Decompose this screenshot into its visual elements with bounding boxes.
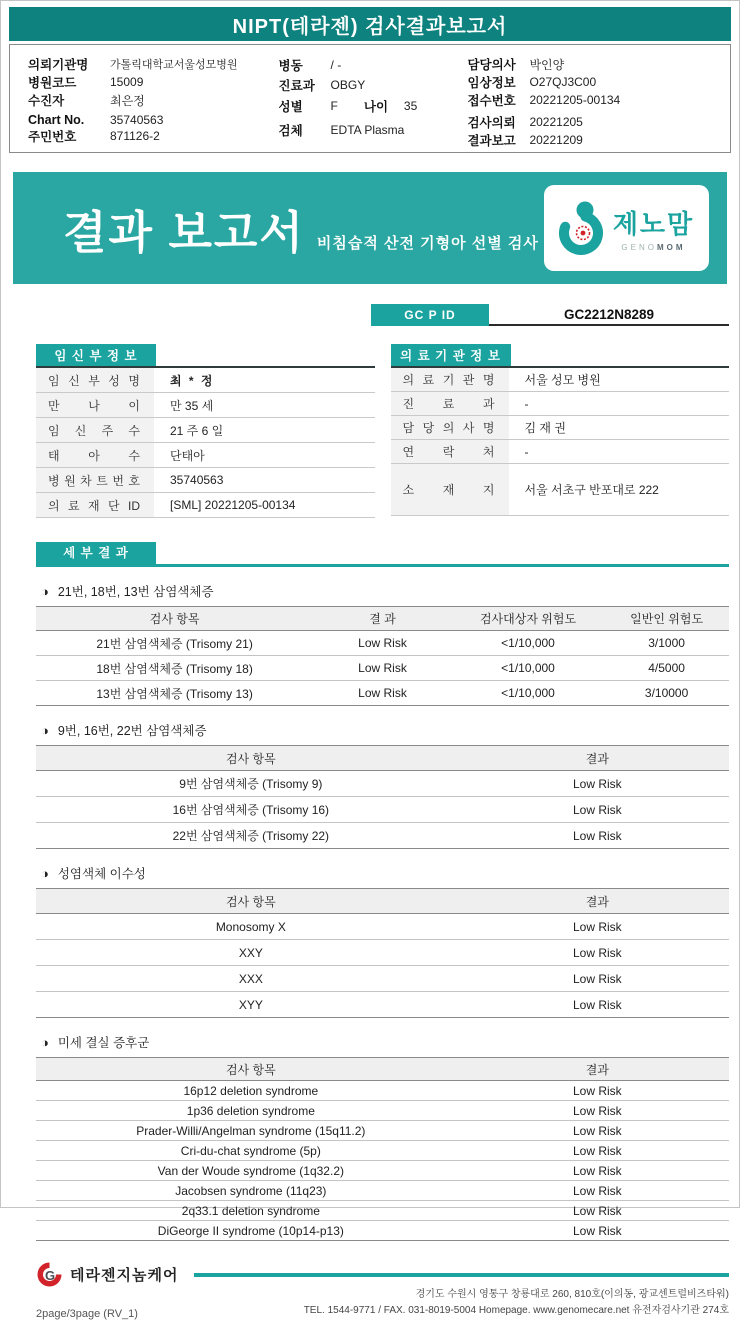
half-circle-bullet-icon: ◑ xyxy=(41,722,49,738)
column-header: 결과 xyxy=(585,894,609,909)
column-header: 검사 항목 xyxy=(225,1062,276,1077)
row-label: 진 료 과 xyxy=(402,397,495,411)
row-value: - xyxy=(524,396,529,411)
table-header-row xyxy=(36,1057,729,1081)
field-label: 병동 xyxy=(278,59,303,74)
row-label: 소 재 지 xyxy=(402,483,495,497)
gcp-id-row xyxy=(371,304,729,326)
row-value: 만 35 세 xyxy=(170,398,214,413)
field-value: O27QJ3C00 xyxy=(529,75,597,89)
field-label: 결과보고 xyxy=(467,134,516,148)
field-value: F xyxy=(330,98,338,113)
field-value: OBGY xyxy=(330,78,366,93)
table-row: 21번 삼염색체증 (Trisomy 21) Low Risk <1/10,000 3/1000 xyxy=(36,631,729,656)
field-label: 성별 xyxy=(278,99,303,114)
row-label: 담 당 의 사 명 xyxy=(402,421,495,435)
row-value: 최 * 정 xyxy=(170,373,215,388)
field-value: 가톨릭대학교서울성모병원 xyxy=(110,59,238,71)
field-label: 나이 xyxy=(363,99,389,114)
page-indicator: 2page/3page (RV_1) xyxy=(36,1308,138,1320)
row-value: [SML] 20221205-00134 xyxy=(170,498,296,512)
patient-info-box xyxy=(9,44,731,153)
field-value: 35 xyxy=(403,98,418,113)
field-value: 20221205 xyxy=(529,115,583,129)
half-circle-bullet-icon: ◑ xyxy=(41,583,49,599)
table-row: 13번 삼염색체증 (Trisomy 13) Low Risk <1/10,000 3/10000 xyxy=(36,681,729,706)
field-label: 검체 xyxy=(278,123,303,138)
field-label: 진료과 xyxy=(278,79,315,94)
field-value: 20221205-00134 xyxy=(529,93,621,107)
half-circle-bullet-icon: ◑ xyxy=(41,1034,49,1050)
row-label: 태 아 수 xyxy=(48,448,140,463)
column-header: 결 과 xyxy=(369,612,396,626)
mother-child-icon xyxy=(559,199,605,257)
report-title-bar xyxy=(9,7,731,41)
table-row: XXY Low Risk xyxy=(36,940,729,966)
row-label: 임 신 부 성 명 xyxy=(48,373,140,388)
mother-info-table xyxy=(36,344,375,518)
hospital-info-title: 의 료 기 관 정 보 xyxy=(391,344,511,366)
report-title: NIPT(테라젠) 검사결과보고서 xyxy=(232,15,508,38)
table-row: 1p36 deletion syndrome Low Risk xyxy=(36,1101,729,1121)
result-banner xyxy=(13,172,727,284)
section-title-trisomy-9-16-22: ◑ 9번, 16번, 22번 삼염색체증 xyxy=(41,722,207,738)
table-row: 9번 삼염색체증 (Trisomy 9) Low Risk xyxy=(36,771,729,797)
company-contact: TEL. 1544-9771 / FAX. 031-8019-5004 Homepage. www.genomecare.net 유전자검사기관 274호 xyxy=(303,1304,729,1316)
gcp-id-value: GC2212N8289 xyxy=(489,304,729,326)
mother-info-title: 임 신 부 정 보 xyxy=(36,344,156,366)
table-header-row xyxy=(36,745,729,771)
table-header-row xyxy=(36,888,729,914)
field-value: 박인양 xyxy=(529,57,565,72)
theragen-logo-icon xyxy=(36,1261,63,1288)
company-name: 테라젠지놈케어 xyxy=(70,1267,179,1284)
table-row: Jacobsen syndrome (11q23) Low Risk xyxy=(36,1181,729,1201)
report-footer xyxy=(36,1261,729,1320)
section-title-microdeletion: ◑ 미세 결실 증후군 xyxy=(41,1034,150,1050)
field-label: 임상정보 xyxy=(467,76,516,90)
detail-results-header xyxy=(36,542,729,567)
table-row: Monosomy X Low Risk xyxy=(36,914,729,940)
table-row: XXX Low Risk xyxy=(36,966,729,992)
table-row: Van der Woude syndrome (1q32.2) Low Risk xyxy=(36,1161,729,1181)
row-label: 병 원 차 트 번 호 xyxy=(48,473,140,488)
company-contact-block xyxy=(304,1287,729,1318)
detail-results-title: 세 부 결 과 xyxy=(36,542,156,564)
svg-text:G: G xyxy=(45,1268,56,1283)
trisomy-21-18-13-table xyxy=(36,606,729,706)
footer-divider-line xyxy=(194,1273,729,1277)
gcp-id-label: GC P ID xyxy=(371,304,489,326)
field-label: 담당의사 xyxy=(467,58,516,72)
patient-info-col1 xyxy=(28,55,279,144)
field-label: 병원코드 xyxy=(28,76,77,90)
field-label: Chart No. xyxy=(28,113,85,127)
logo-english-text: GENOMOM xyxy=(621,243,686,252)
banner-title: 결과 보고서 xyxy=(63,206,305,258)
field-label: 검사의뢰 xyxy=(467,116,516,130)
column-header: 일반인 위험도 xyxy=(630,612,704,626)
field-label: 의뢰기관명 xyxy=(28,58,89,72)
field-value: 871126-2 xyxy=(110,129,160,143)
field-value: / - xyxy=(330,58,342,73)
field-value: EDTA Plasma xyxy=(330,122,405,137)
row-label: 임 신 주 수 xyxy=(48,423,140,438)
table-row: 16p12 deletion syndrome Low Risk xyxy=(36,1081,729,1101)
field-value: 15009 xyxy=(110,75,144,89)
table-row: Prader-Willi/Angelman syndrome (15q11.2) Low Risk xyxy=(36,1121,729,1141)
microdeletion-table xyxy=(36,1057,729,1241)
section-title-sex-chromosome: ◑ 성염색체 이수성 xyxy=(41,865,146,881)
field-value: 20221209 xyxy=(529,133,583,147)
column-header: 검사대상자 위험도 xyxy=(479,612,577,626)
row-label: 만 나 이 xyxy=(48,398,140,413)
banner-subtitle: 비침습적 산전 기형아 선별 검사 xyxy=(316,234,539,252)
row-value: 서울 서초구 반포대로 222 xyxy=(524,483,659,497)
column-header: 결과 xyxy=(585,1062,609,1077)
table-row: XYY Low Risk xyxy=(36,992,729,1018)
table-row: 16번 삼염색체증 (Trisomy 16) Low Risk xyxy=(36,797,729,823)
row-value: 서울 성모 병원 xyxy=(524,373,601,387)
section-title-trisomy-21-18-13: ◑ 21번, 18번, 13번 삼염색체증 xyxy=(41,583,214,599)
table-row: 18번 삼염색체증 (Trisomy 18) Low Risk <1/10,000 4/5000 xyxy=(36,656,729,681)
field-label: 접수번호 xyxy=(467,94,516,108)
patient-info-col3 xyxy=(467,55,716,148)
table-row: 22번 삼염색체증 (Trisomy 22) Low Risk xyxy=(36,823,729,849)
table-row: 2q33.1 deletion syndrome Low Risk xyxy=(36,1201,729,1221)
row-value: 단태아 xyxy=(170,448,205,463)
field-label: 수진자 xyxy=(28,94,65,108)
table-row: Cri-du-chat syndrome (5p) Low Risk xyxy=(36,1141,729,1161)
field-label: 주민번호 xyxy=(28,130,77,144)
sex-chromosome-table xyxy=(36,888,729,1018)
half-circle-bullet-icon: ◑ xyxy=(41,865,49,881)
row-label: 의 료 기 관 명 xyxy=(402,373,495,387)
table-row: DiGeorge II syndrome (10p14-p13) Low Risk xyxy=(36,1221,729,1241)
row-value: 21 주 6 일 xyxy=(170,423,224,438)
column-header: 검사 항목 xyxy=(149,612,200,626)
company-address: 경기도 수원시 영통구 창룡대로 260, 810호(이의동, 광교센트럴비즈타워) xyxy=(415,1289,729,1300)
logo-korean-text: 제노맘 xyxy=(612,209,695,239)
patient-info-col2 xyxy=(279,55,468,140)
genomom-logo xyxy=(544,185,709,271)
field-value: 최은정 xyxy=(110,93,145,108)
hospital-info-table xyxy=(391,344,730,518)
row-value: 김 재 권 xyxy=(524,421,566,435)
table-header-row xyxy=(36,606,729,631)
row-value: 35740563 xyxy=(170,473,224,487)
info-tables xyxy=(36,344,729,518)
row-label: 연 락 처 xyxy=(402,445,495,459)
column-header: 검사 항목 xyxy=(225,751,276,766)
row-label: 의 료 재 단 ID xyxy=(48,498,140,513)
column-header: 결과 xyxy=(585,751,609,766)
field-value: 35740563 xyxy=(110,113,164,127)
column-header: 검사 항목 xyxy=(225,894,276,909)
trisomy-9-16-22-table xyxy=(36,745,729,849)
row-value: - xyxy=(524,444,529,459)
